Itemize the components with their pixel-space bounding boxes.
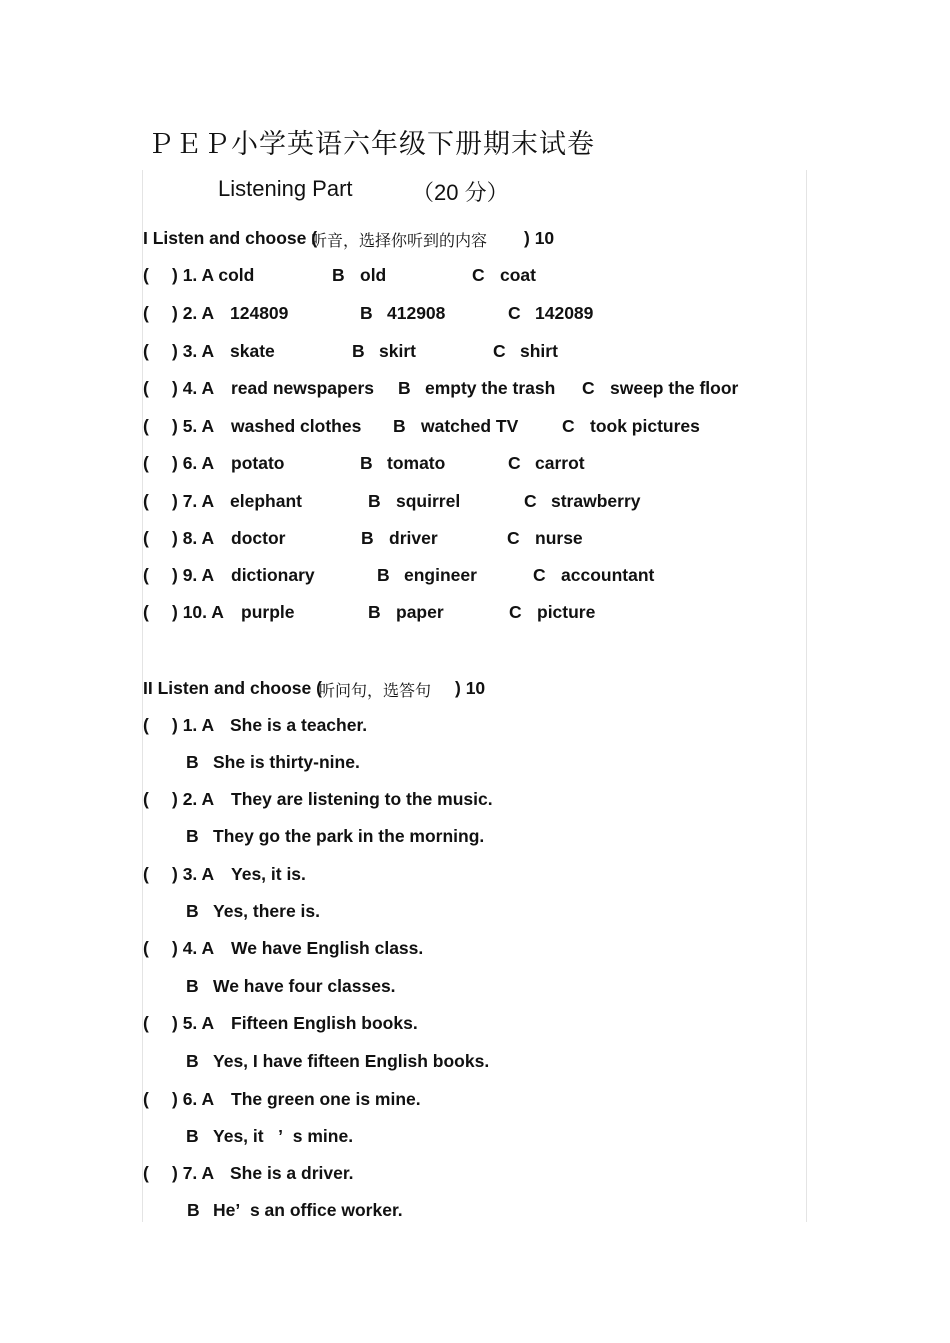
question-number: ) 5. A [172,1013,215,1033]
option-b-row [143,826,803,848]
right-margin-rule [806,170,807,1222]
option-b: old [360,265,387,285]
option-b-letter: B [360,453,373,473]
option-b-letter: B [187,1200,200,1220]
option-c-letter: C [533,565,546,585]
option-b-letter: B [398,378,411,398]
option-b-letter: B [186,1126,199,1146]
answer-blank[interactable]: ( [143,341,149,361]
question-number: ) 10. A [172,602,224,622]
option-b-letter: B [368,602,381,622]
question-number: ) 6. A [172,453,215,473]
option-b-row [143,752,803,774]
option-b-letter: B [361,528,374,548]
option-a: doctor [231,528,286,548]
option-b-row [143,1200,803,1222]
option-b-row [143,1126,803,1148]
answer-blank[interactable]: ( [143,789,149,809]
part-score: （20 分） [412,180,509,205]
option-b-letter: B [186,1051,199,1071]
question-row [143,491,803,513]
question-number: ) 4. A [172,938,215,958]
question-number: ) 2. A [172,789,215,809]
answer-blank[interactable]: ( [143,715,149,735]
question-row [143,565,803,587]
option-b-letter: B [186,752,199,772]
option-c-letter: C [472,265,485,285]
option-a: purple [241,602,295,622]
option-b: engineer [404,565,477,585]
question-row [143,1163,803,1185]
answer-blank[interactable]: ( [143,453,149,473]
option-c-letter: C [562,416,575,436]
question-number: ) 9. A [172,565,215,585]
question-row [143,378,803,400]
question-row [143,789,803,811]
option-c: carrot [535,453,585,473]
question-number: ) 1. A cold [172,265,255,285]
option-a: 124809 [230,303,289,323]
option-c: nurse [535,528,583,548]
option-b-row [143,1051,803,1073]
question-number: ) 1. A [172,715,215,735]
answer-blank[interactable]: ( [143,528,149,548]
section2-heading [143,678,803,700]
option-b: Yes, it ’ s mine. [213,1126,354,1146]
option-c-letter: C [493,341,506,361]
question-row [143,303,803,325]
question-number: ) 7. A [172,491,215,511]
option-b: 412908 [387,303,446,323]
option-b: skirt [379,341,416,361]
option-b: They go the park in the morning. [213,826,485,846]
option-b-letter: B [393,416,406,436]
question-row [143,938,803,960]
option-b-letter: B [186,826,199,846]
answer-blank[interactable]: ( [143,378,149,398]
option-c-letter: C [509,602,522,622]
option-b-letter: B [186,901,199,921]
option-c-letter: C [508,453,521,473]
section1-heading [143,228,803,250]
option-a: potato [231,453,285,473]
question-row [143,715,803,737]
option-c-letter: C [508,303,521,323]
answer-blank[interactable]: ( [143,602,149,622]
option-c: coat [500,265,536,285]
option-b: He’ s an office worker. [213,1200,403,1220]
option-b-letter: B [360,303,373,323]
option-b: squirrel [396,491,461,511]
section2-heading-en: II Listen and choose ( [143,678,322,698]
option-a: elephant [230,491,302,511]
option-b-letter: B [352,341,365,361]
question-number: ) 6. A [172,1089,215,1109]
answer-blank[interactable]: ( [143,1013,149,1033]
question-row [143,1013,803,1035]
answer-blank[interactable]: ( [143,1089,149,1109]
question-number: ) 3. A [172,341,215,361]
option-b-letter: B [332,265,345,285]
question-number: ) 2. A [172,303,215,323]
option-b: We have four classes. [213,976,396,996]
part-label: Listening Part [218,176,353,201]
answer-blank[interactable]: ( [143,303,149,323]
section1-heading-en: I Listen and choose ( [143,228,318,248]
question-row [143,1089,803,1111]
section1-heading-score: ) 10 [524,228,555,248]
question-row [143,528,803,550]
section2-heading-score: ) 10 [455,678,486,698]
option-a: They are listening to the music. [231,789,493,809]
question-row [143,265,803,287]
section2-heading-cn: 听问句，选答句 [319,681,432,700]
option-b-row [143,901,803,923]
option-a: Fifteen English books. [231,1013,418,1033]
question-number: ) 4. A [172,378,215,398]
option-c: strawberry [551,491,641,511]
option-b-row [143,976,803,998]
option-a: She is a driver. [230,1163,354,1183]
option-b-letter: B [368,491,381,511]
option-c: shirt [520,341,558,361]
question-number: ) 5. A [172,416,215,436]
option-a: We have English class. [231,938,424,958]
option-b: She is thirty-nine. [213,752,360,772]
answer-blank[interactable]: ( [143,1163,149,1183]
answer-blank[interactable]: ( [143,265,149,285]
option-c: picture [537,602,596,622]
option-b: Yes, I have fifteen English books. [213,1051,490,1071]
option-b: paper [396,602,444,622]
option-c: took pictures [590,416,700,436]
option-b: tomato [387,453,446,473]
option-b: watched TV [421,416,519,436]
answer-blank[interactable]: ( [143,491,149,511]
answer-blank[interactable]: ( [143,938,149,958]
question-row [143,416,803,438]
option-a: She is a teacher. [230,715,368,735]
option-b: empty the trash [425,378,556,398]
answer-blank[interactable]: ( [143,565,149,585]
option-c-letter: C [524,491,537,511]
section1-heading-cn: 听音，选择你听到的内容 [311,231,488,250]
option-c: accountant [561,565,655,585]
question-number: ) 7. A [172,1163,215,1183]
option-b: driver [389,528,438,548]
question-row [143,864,803,886]
option-a: washed clothes [231,416,362,436]
option-a: skate [230,341,275,361]
option-a: read newspapers [231,378,374,398]
answer-blank[interactable]: ( [143,416,149,436]
option-a: Yes, it is. [231,864,306,884]
question-row [143,453,803,475]
option-c-letter: C [582,378,595,398]
option-a: The green one is mine. [231,1089,421,1109]
answer-blank[interactable]: ( [143,864,149,884]
option-c: sweep the floor [610,378,739,398]
question-number: ) 8. A [172,528,215,548]
option-b: Yes, there is. [213,901,321,921]
question-row [143,602,803,624]
page-title: ＰＥＰ小学英语六年级下册期末试卷 [147,129,595,160]
option-c: 142089 [535,303,594,323]
option-c-letter: C [507,528,520,548]
question-row [143,341,803,363]
option-b-letter: B [186,976,199,996]
option-b-letter: B [377,565,390,585]
question-number: ) 3. A [172,864,215,884]
option-a: dictionary [231,565,315,585]
